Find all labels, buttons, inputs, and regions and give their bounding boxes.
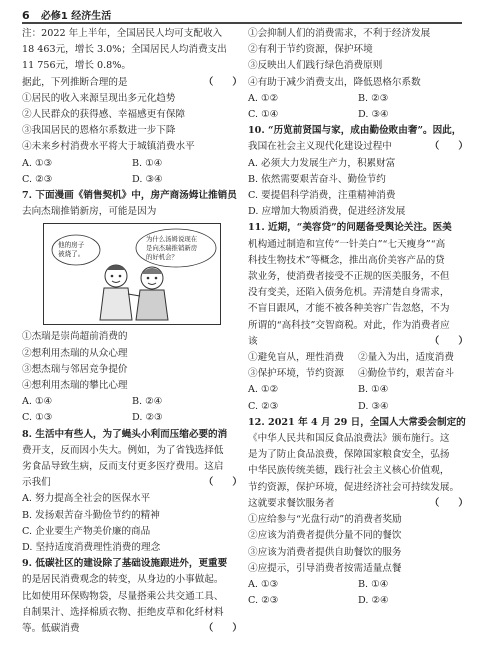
q10-option[interactable]: D. 应增加大物质消费，促进经济发展 xyxy=(248,206,406,218)
q12-stem: 《中华人民共和国反食品浪费法》颁布施行。这 xyxy=(248,433,450,445)
option-a[interactable]: A. ①② xyxy=(248,92,279,104)
right-column xyxy=(248,26,468,609)
option-b[interactable]: B. ①④ xyxy=(358,578,389,590)
option-c[interactable]: C. ①④ xyxy=(248,109,279,121)
q8-option[interactable]: A. 努力提高全社会的医保水平 xyxy=(22,493,151,505)
option-b[interactable]: B. ①④ xyxy=(132,157,163,169)
q12-stem: 中华民族传统美德，践行社会主义核心价值观， xyxy=(248,465,450,477)
bubble-left-line-2: 被烧了。 xyxy=(58,250,85,259)
q11-item: ②量入为出，适度消费 xyxy=(358,352,454,364)
bubble-right-line-3: 的好机会？ xyxy=(146,253,178,262)
bubble-left-line-1: 他的房子 xyxy=(58,241,85,250)
option-c[interactable]: C. ②③ xyxy=(22,173,53,185)
q8-option[interactable]: B. 发扬艰苦奋斗勤俭节约的精神 xyxy=(22,509,160,521)
option-d[interactable]: D. ③④ xyxy=(132,173,163,185)
q12-item: ④应提示，引导消费者按需适量点餐 xyxy=(248,562,402,574)
q8-option[interactable]: C. 企业要生产物美价廉的商品 xyxy=(22,525,151,537)
q7-item: ②想利用杰瑞的从众心理 xyxy=(22,347,128,359)
q12-stem: 这就要求餐饮服务者 （ ） xyxy=(248,497,468,509)
cartoon-drawing xyxy=(44,224,220,324)
q11-options xyxy=(248,382,468,414)
q6-options xyxy=(22,156,242,188)
q8-stem: 8. 生活中有些人，为了蝇头小利而压缩必要的消 xyxy=(22,428,228,440)
option-a[interactable]: A. ①③ xyxy=(248,578,279,590)
q7-item: ③想杰瑞与邻居竞争提价 xyxy=(22,363,128,375)
note-line: 18 463元，增长 3.0%；全国居民人均消费支出 xyxy=(22,44,227,56)
option-b[interactable]: B. ②③ xyxy=(358,92,389,104)
q6-item: ③我国居民的恩格尔系数进一步下降 xyxy=(22,125,176,137)
q8-stem: 示我们 （ ） xyxy=(22,477,242,489)
q9-item: ④有助于减少消费支出，降低恩格尔系数 xyxy=(248,76,421,88)
option-d[interactable]: D. ②③ xyxy=(132,412,163,424)
q9-stem: 9. 低碳社区的建设除了基础设施跟进外，更重要 xyxy=(22,558,228,570)
q9-stem: 比如使用环保购物袋，尽量搭乘公共交通工具、 xyxy=(22,590,224,602)
q11-stem: 没有变美，还陷入债务危机。弄清楚自身需求， xyxy=(248,287,450,299)
q7-stem: 去向杰瑞推销新房，可能是因为 xyxy=(22,206,157,218)
note-line: 注：2022 年上半年，全国居民人均可支配收入 xyxy=(22,28,223,39)
q9-item: ②有利于节约资源，保护环境 xyxy=(248,44,373,56)
option-d[interactable]: D. ③④ xyxy=(358,400,389,412)
q9-item: ③反映出人们践行绿色消费原则 xyxy=(248,60,383,72)
q11-stem: 该 （ ） xyxy=(248,335,468,347)
option-c[interactable]: C. ①③ xyxy=(22,412,53,424)
q6-item: ④未来乡村消费水平将大于城镇消费水平 xyxy=(22,141,195,153)
header-rule xyxy=(22,22,462,24)
q10-option[interactable]: C. 要提倡科学消费，注重精神消费 xyxy=(248,190,396,202)
q10-stem: 我国在社会主义现代化建设过程中 （ ） xyxy=(248,141,468,153)
q7-item: ④想利用杰瑞的攀比心理 xyxy=(22,380,128,392)
bubble-right-line-1: 为什么汤姆说现在 xyxy=(146,235,198,244)
q7-item: ①杰瑞是崇尚超前消费的 xyxy=(22,331,128,343)
q6-item: ①居民的收入来源呈现出多元化趋势 xyxy=(22,92,176,104)
option-a[interactable]: A. ①④ xyxy=(22,396,53,408)
option-d[interactable]: D. ②④ xyxy=(358,595,389,607)
q11-stem: 机构通过制造和宣传“一针美白”“七天瘦身”“高 xyxy=(248,238,446,250)
left-column xyxy=(22,26,242,637)
q11-items xyxy=(248,350,468,382)
q11-stem: 科技生物技术”等概念，推出高价美容产品的贷 xyxy=(248,254,445,266)
q12-options xyxy=(248,577,468,609)
q11-stem: 款业务，使消费者接受不正规的医美服务，不但 xyxy=(248,271,450,283)
option-c[interactable]: C. ②③ xyxy=(248,595,279,607)
q10-option[interactable]: B. 依然需要艰苦奋斗、勤俭节约 xyxy=(248,173,386,185)
q11-stem: 所谓的“高科技”交智商税。对此，作为消费者应 xyxy=(248,319,450,331)
option-a[interactable]: A. ①③ xyxy=(22,157,53,169)
option-c[interactable]: C. ②③ xyxy=(248,400,279,412)
q10-option[interactable]: A. 必须大力发展生产力，积累财富 xyxy=(248,157,396,169)
q12-stem: 是为了防止食品浪费，保障国家粮食安全，弘扬 xyxy=(248,449,450,461)
q8-stem: 费开支，反而因小失大。例如，为了省钱选择低 xyxy=(22,444,224,456)
q11-stem: 11. 近期，“美容贷”的问题备受舆论关注。医美 xyxy=(248,222,452,234)
option-d[interactable]: D. ③④ xyxy=(358,109,389,121)
q6-item: ②人民群众的获得感、幸福感更有保障 xyxy=(22,109,186,121)
q9-stem: 等。低碳消费 （ ） xyxy=(22,623,242,635)
q6-stem: 据此，下列推断合理的是 （ ） xyxy=(22,76,242,88)
q9-item: ①会抑制人们的消费需求，不利于经济发展 xyxy=(248,28,431,39)
q10-stem: 10. “历览前贤国与家，成由勤俭败由奢”。因此， xyxy=(248,125,462,137)
q11-item: ①避免盲从，理性消费 xyxy=(248,352,344,364)
q12-item: ③应该为消费者提供自助餐饮的服务 xyxy=(248,546,402,558)
q12-stem: 节约资源，保护环境，促进经济社会可持续发展。 xyxy=(248,481,460,493)
q9-stem: 自制果汁、选择棉质衣物、拒绝皮草和化纤材料 xyxy=(22,606,224,618)
q8-option[interactable]: D. 坚持适度消费理性消费的理念 xyxy=(22,542,161,554)
q8-stem: 劣食品导致生病，反而支付更多医疗费用。这启 xyxy=(22,461,224,473)
option-a[interactable]: A. ①② xyxy=(248,384,279,396)
q11-item: ③保护环境，节约资源 xyxy=(248,368,344,380)
book-title: 必修1 经济生活 xyxy=(40,11,112,22)
q9-options xyxy=(248,91,468,123)
q12-item: ②应该为消费者提供分量不同的餐饮 xyxy=(248,530,402,542)
q11-item: ④勤俭节约，艰苦奋斗 xyxy=(358,368,454,380)
option-b[interactable]: B. ②④ xyxy=(132,396,163,408)
note-line: 11 756元，增长 0.8%。 xyxy=(22,60,131,72)
page-header xyxy=(22,7,462,23)
bubble-right-line-2: 是向杰瑞推销新房 xyxy=(146,244,198,253)
q12-item: ①应给参与“光盘行动”的消费者奖励 xyxy=(248,514,402,526)
q9-stem: 的是居民消费观念的转变，从身边的小事做起。 xyxy=(22,574,224,586)
q7-stem: 7. 下面漫画《销售契机》中，房产商汤姆让推销员 xyxy=(22,190,237,202)
cartoon-illustration xyxy=(43,223,221,325)
q7-options xyxy=(22,394,242,426)
page-number: 6 xyxy=(22,9,30,22)
q12-stem: 12. 2021 年 4 月 29 日，全国人大常委会制定的 xyxy=(248,416,466,428)
q11-stem: 不盲目跟风，才能不被各种美容广告忽悠，不为 xyxy=(248,303,450,315)
option-b[interactable]: B. ①④ xyxy=(358,384,389,396)
